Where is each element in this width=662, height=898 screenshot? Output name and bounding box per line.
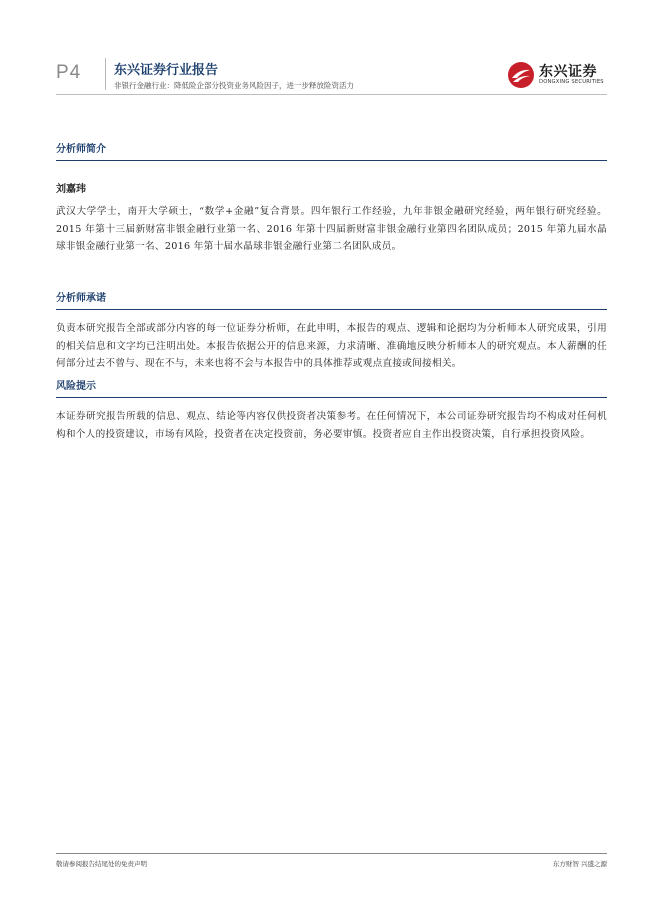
pledge-text: 负责本研究报告全部或部分内容的每一位证券分析师，在此申明，本报告的观点、逻辑和论据均为分析师本人研究成果，引用的相关信息和文字均已注明出处。本报告依据公开的信息来源，力求清晰、准确地反映分析师本人的研究观点。本人薪酬的任何部分过去不曾与、现在不与，未来也将不会与本报告中的具体推荐或观点直接或间接相关。 [56,323,607,370]
section-risk-notice [56,377,607,443]
section-title: 风险提示 [56,377,607,398]
footer-rule [56,853,607,854]
section-analyst-pledge [56,289,607,373]
analyst-name: 刘嘉玮 [56,184,86,195]
company-logo [507,60,609,90]
report-subtitle: 非银行金融行业：降低险企部分投资业务风险因子，进一步释放险资活力 [114,81,354,90]
section-analyst-intro [56,140,607,256]
header-rule [56,94,607,95]
section-title: 分析师承诺 [56,289,607,310]
analyst-bio: 武汉大学学士，南开大学硕士，“数学+金融”复合背景。四年银行工作经验，九年非银金融研究经验，两年银行研究经验。2015 年第十三届新财富非银金融行业第一名、2016 年第十四届新财富非银金融行业第四名团队成员；2015 年第九届水晶球非银金融行业第一名、2016 年第十届水晶球非银金融行业第二名团队成员。 [56,206,607,253]
report-brand-title: 东兴证券行业报告 [114,63,219,78]
logo-mark-icon [507,61,535,89]
section-title: 分析师简介 [56,140,607,161]
logo-english-text: DONGXING SECURITIES [539,79,604,85]
logo-text: 东兴证券 [539,64,597,80]
header-divider [105,58,106,90]
risk-text: 本证券研究报告所载的信息、观点、结论等内容仅供投资者决策参考。在任何情况下，本公司证券研究报告均不构成对任何机构和个人的投资建议，市场有风险，投资者在决定投资前，务必要审慎。投资者应自主作出投资决策，自行承担投资风险。 [56,411,607,440]
page-number: P4 [56,62,82,83]
footer-disclaimer-note: 敬请参阅报告结尾处的免责声明 [56,860,147,868]
footer-slogan: 东方财智 兴盛之源 [552,860,607,868]
